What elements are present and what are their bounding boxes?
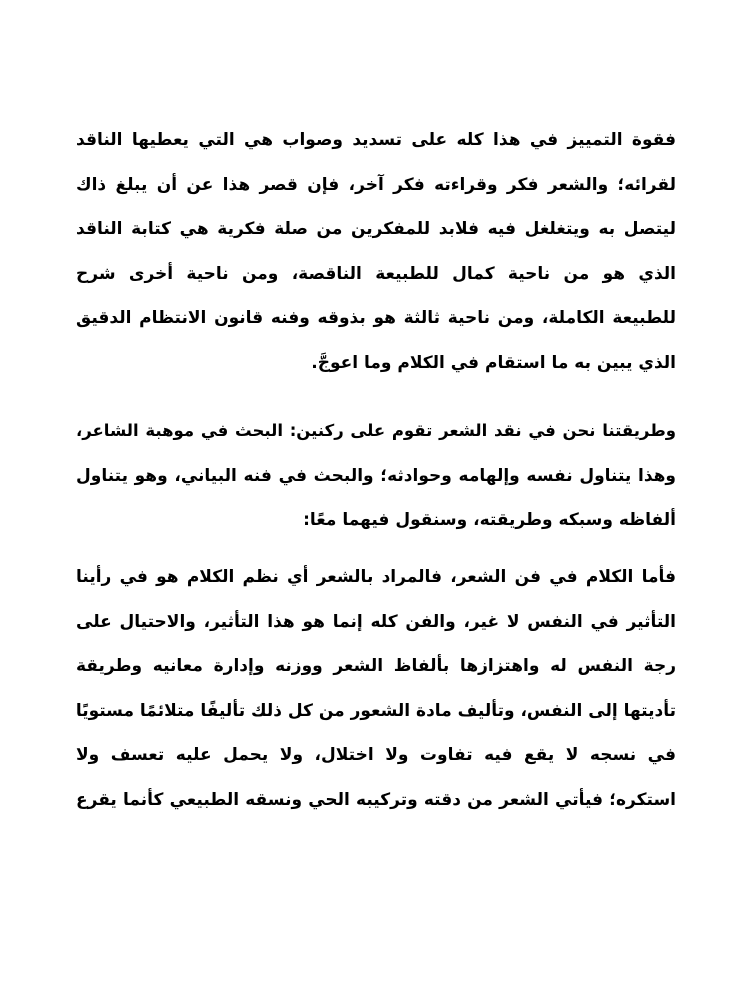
text-line: للطبيعة الكاملة، ومن ناحية ثالثة هو بذوقه وفنه قانون الانتظام الدقيق — [76, 308, 676, 329]
text-line: التأثير في النفس لا غير، والفن كله إنما هو هذا التأثير، والاحتيال على — [76, 611, 676, 632]
text-line: رجة النفس له واهتزازها بألفاظ الشعر ووزنه وإدارة معانيه وطريقة — [76, 656, 676, 677]
text-line: استكره؛ فيأتي الشعر من دقته وتركيبه الحي ونسقه الطبيعي كأنما يقرع — [76, 789, 676, 810]
paragraph — [76, 409, 676, 543]
text-line: وهذا يتناول نفسه وإلهامه وحوادثه؛ والبحث في فنه البياني، وهو يتناول — [76, 465, 676, 486]
text-line: لقرائه؛ والشعر فكر وقراءته فكر آخر، فإن قصر هذا عن أن يبلغ ذاك — [76, 174, 676, 195]
text-line: وطريقتنا نحن في نقد الشعر تقوم على ركنين: البحث في موهبة الشاعر، — [76, 421, 676, 440]
paragraph — [76, 118, 676, 386]
text-line: في نسجه لا يقع فيه تفاوت ولا اختلال، ولا يحمل عليه تعسف ولا — [76, 745, 676, 766]
text-line: ليتصل به ويتغلغل فيه فلابد للمفكرين من صلة فكرية هي كتابة الناقد — [76, 219, 676, 240]
text-line: الذي يبين به ما استقام في الكلام وما اعوجَّ. — [311, 352, 676, 373]
paragraph — [76, 555, 676, 823]
text-line: ألفاظه وسبكه وطريقته، وسنقول فيهما معًا: — [303, 510, 676, 531]
text-line: فأما الكلام في فن الشعر، فالمراد بالشعر أي نظم الكلام هو في رأينا — [76, 567, 676, 587]
text-line: فقوة التمييز في هذا كله على تسديد وصواب هي التي يعطيها الناقد — [76, 130, 676, 150]
text-line: الذي هو من ناحية كمال للطبيعة الناقصة، ومن ناحية أخرى شرح — [76, 263, 676, 284]
text-line: تأديتها إلى النفس، وتأليف مادة الشعور من كل ذلك تأليفًا متلائمًا مستويًا — [76, 700, 676, 721]
